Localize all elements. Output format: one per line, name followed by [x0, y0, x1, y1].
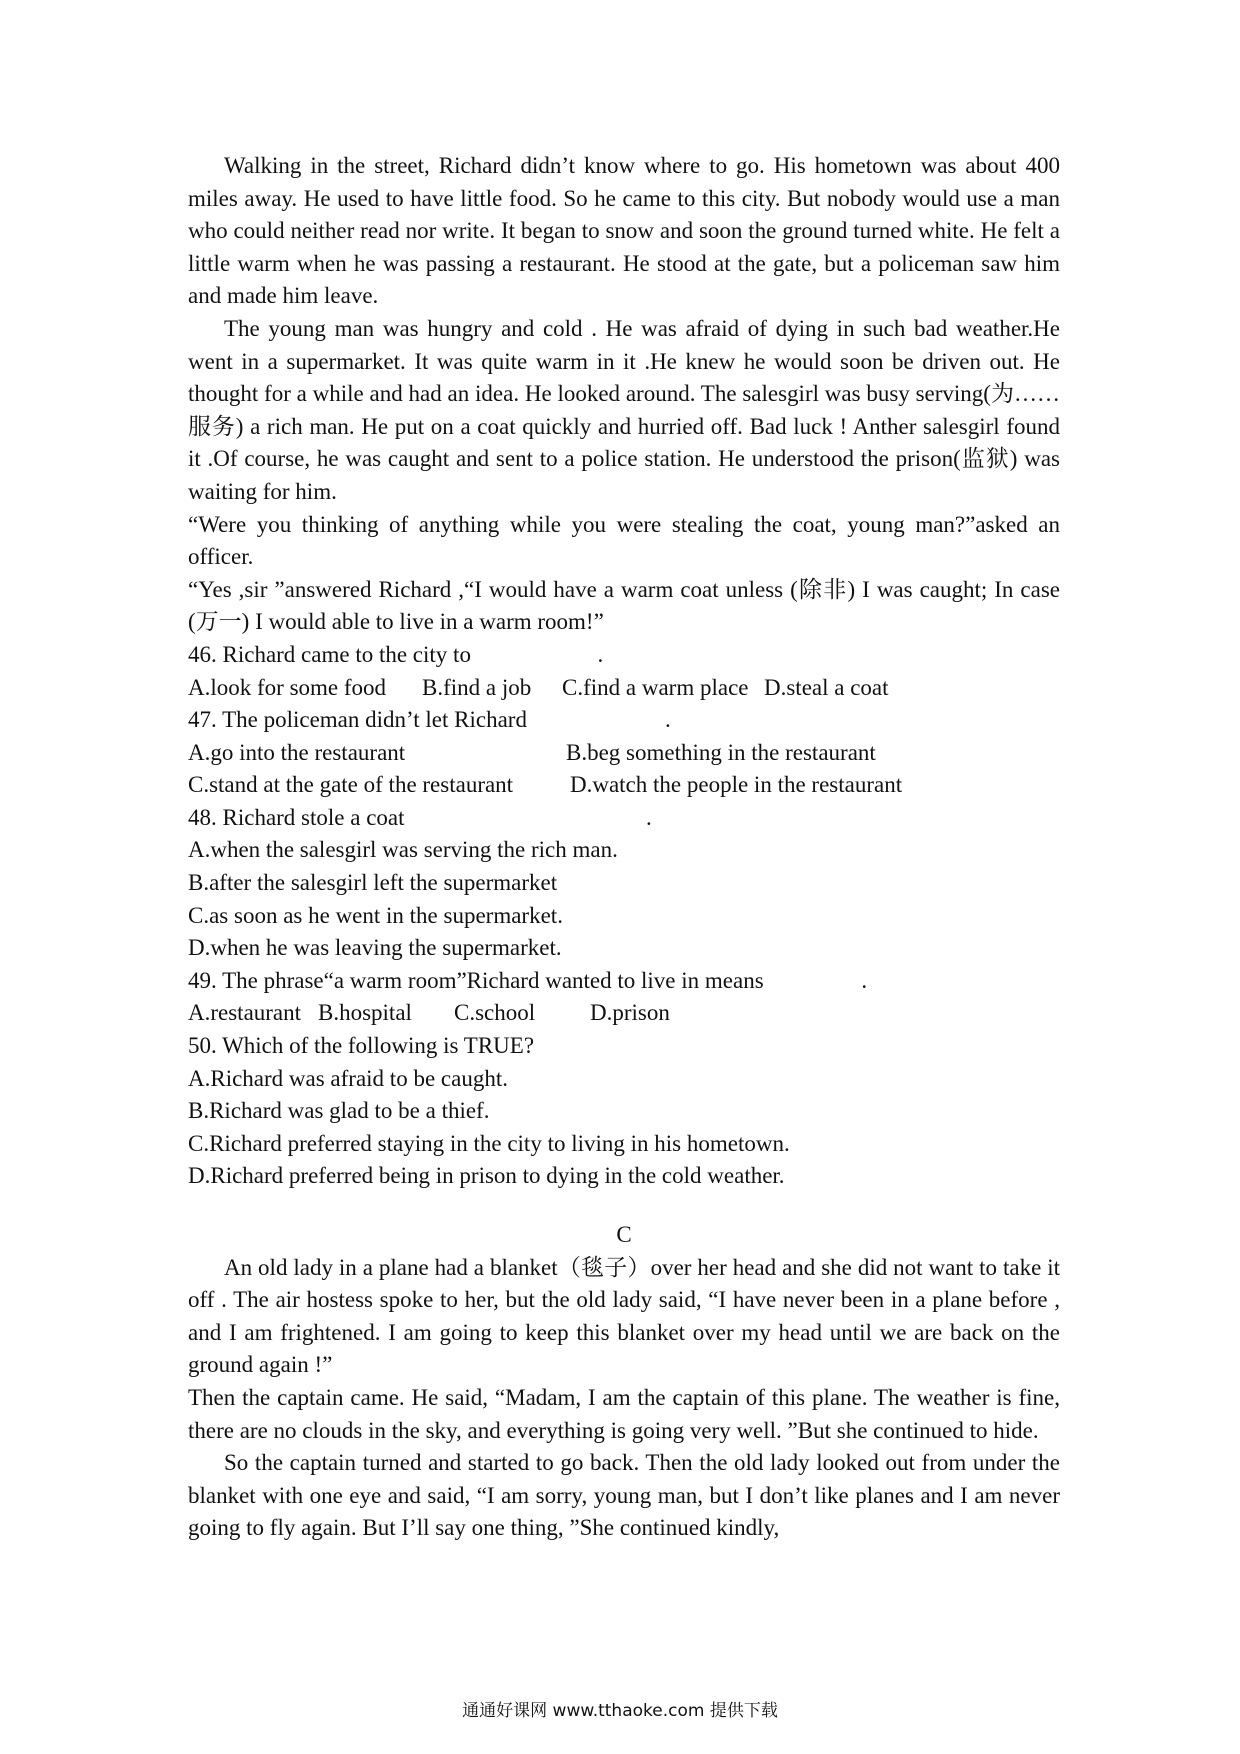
question-46-options — [188, 672, 1060, 705]
q47-option-a: A.go into the restaurant — [188, 739, 406, 765]
question-48-stem: 48. Richard stole a coat . — [188, 804, 652, 830]
q49-option-b: B.hospital — [318, 1000, 412, 1026]
page-footer: 通通好课网 www.tthaoke.com 提供下载 — [462, 1701, 778, 1721]
q48-option-b: B.after the salesgirl left the supermarket — [188, 870, 558, 896]
q50-option-b: B.Richard was glad to be a thief. — [188, 1098, 490, 1124]
q48-option-d: D.when he was leaving the supermarket. — [188, 935, 562, 961]
q48-option-c: C.as soon as he went in the supermarket. — [188, 902, 563, 928]
question-49-options — [188, 997, 1060, 1030]
story-b-paragraph-4: “Yes ,sir ”answered Richard ,“I would have a warm coat unless (除非) I was caught; In case (万一) I would able to live in a warm room!” — [188, 576, 1083, 635]
story-c-paragraph-2: Then the captain came. He said, “Madam, I am the captain of this plane. The weather is fine, there are no clouds in the sky, and everything is going very well. ”But she continued to hide. — [188, 1384, 1060, 1443]
story-c-paragraph-1: An old lady in a plane had a blanket（毯子）over her head and she did not want to take it off . The air hostess spoke to her, but the old lady said, “I have never been in a plane before , and I am frightened. I am going to keep this blanket over my head until we are back on the ground again !” — [188, 1254, 1060, 1378]
story-b-paragraph-2: The young man was hungry and cold . He was afraid of dying in such bad weather.He went in a supermarket. It was quite warm in it .He knew he would soon be driven out. He thought for a while and had an idea. He looked around. The salesgirl was busy serving(为……服务) a rich man. He put on a coat quickly and hurried off. Bad luck ! Anther salesgirl found it .Of course, he was caught and sent to a police station. He understood the prison(监狱) was waiting for him. — [188, 315, 1060, 504]
q46-option-c: C.find a warm place — [562, 674, 749, 700]
q49-option-c: C.school — [454, 1000, 536, 1026]
q48-option-a: A.when the salesgirl was serving the rich man. — [188, 837, 618, 863]
q47-option-d: D.watch the people in the restaurant — [570, 772, 903, 798]
q50-option-d: D.Richard preferred being in prison to dying in the cold weather. — [188, 1163, 785, 1189]
section-c-heading: C — [616, 1222, 632, 1247]
story-b-paragraph-3: “Were you thinking of anything while you were stealing the coat, young man?”asked an officer. — [188, 511, 1060, 570]
q50-option-a: A.Richard was afraid to be caught. — [188, 1065, 508, 1091]
q49-option-d: D.prison — [590, 1000, 670, 1026]
question-50-stem: 50. Which of the following is TRUE? — [188, 1033, 535, 1059]
q46-option-d: D.steal a coat — [764, 674, 889, 700]
question-47-stem: 47. The policeman didn’t let Richard . — [188, 707, 671, 733]
q50-option-c: C.Richard preferred staying in the city to living in his hometown. — [188, 1130, 790, 1156]
q49-option-a: A.restaurant — [188, 1000, 302, 1026]
question-46-stem: 46. Richard came to the city to . — [188, 641, 604, 667]
question-47-options-row-1 — [188, 737, 1060, 770]
question-49-stem: 49. The phrase“a warm room”Richard wanted to live in means . — [188, 967, 868, 993]
question-47-options-row-2 — [188, 769, 1060, 802]
q47-option-c: C.stand at the gate of the restaurant — [188, 772, 514, 798]
q46-option-a: A.look for some food — [188, 674, 387, 700]
document-body — [188, 150, 1083, 1545]
section-gap — [188, 1193, 1060, 1219]
q47-option-b: B.beg something in the restaurant — [566, 739, 876, 765]
q46-option-b: B.find a job — [422, 674, 532, 700]
story-c-paragraph-3: So the captain turned and started to go back. Then the old lady looked out from under the blanket with one eye and said, “I am sorry, young man, but I don’t like planes and I am never going to fly again. But I’ll say one thing, ”She continued kindly, — [188, 1450, 1060, 1541]
story-b-paragraph-1: Walking in the street, Richard didn’t know where to go. His hometown was about 400 miles away. He used to have little food. So he came to this city. But nobody would use a man who could neither read nor write. It began to snow and soon the ground turned white. He felt a little warm when he was passing a restaurant. He stood at the gate, but a policeman saw him and made him leave. — [188, 153, 1060, 309]
